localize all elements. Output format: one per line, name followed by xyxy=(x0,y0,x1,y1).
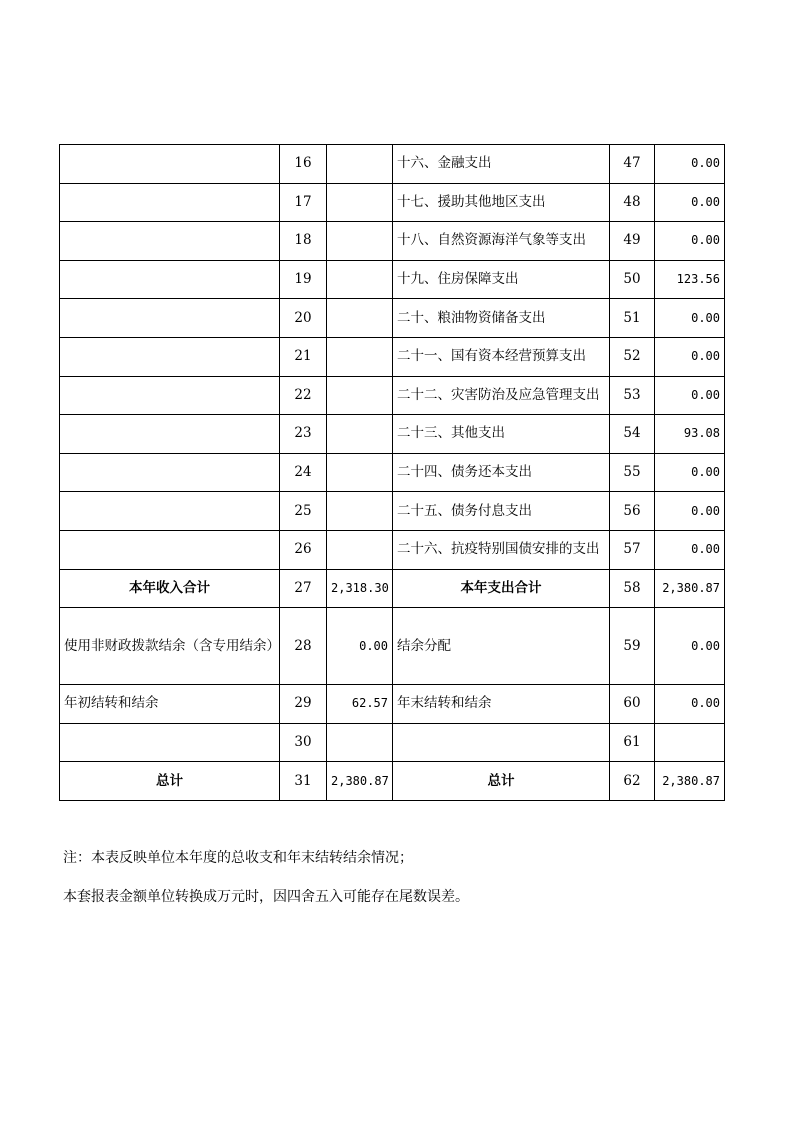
expense-amount: 0.00 xyxy=(655,453,725,492)
expense-line-no: 47 xyxy=(610,145,655,184)
table-row xyxy=(60,608,725,685)
income-line-no: 26 xyxy=(280,530,327,569)
income-amount xyxy=(327,222,393,261)
expense-amount: 0.00 xyxy=(655,685,725,724)
expense-line-no: 58 xyxy=(610,569,655,608)
grand-total-expense-amount: 2,380.87 xyxy=(655,762,725,801)
table-row xyxy=(60,337,725,376)
expense-item-cell: 二十四、债务还本支出 xyxy=(393,453,610,492)
income-total-amount: 2,318.30 xyxy=(327,569,393,608)
expense-item-cell: 二十三、其他支出 xyxy=(393,415,610,454)
income-amount xyxy=(327,183,393,222)
income-item-cell xyxy=(60,145,280,184)
income-item-cell xyxy=(60,723,280,762)
income-item-cell xyxy=(60,453,280,492)
footnote-2: 本套报表金额单位转换成万元时，因四舍五入可能存在尾数误差。 xyxy=(63,889,469,905)
expense-line-no: 50 xyxy=(610,260,655,299)
table-row-income-total xyxy=(60,569,725,608)
income-amount xyxy=(327,260,393,299)
expense-line-no: 62 xyxy=(610,762,655,801)
income-line-no: 19 xyxy=(280,260,327,299)
income-line-no: 25 xyxy=(280,492,327,531)
expense-total-amount: 2,380.87 xyxy=(655,569,725,608)
grand-total-label: 总计 xyxy=(393,762,610,801)
expense-amount xyxy=(655,723,725,762)
table-row xyxy=(60,492,725,531)
expense-item-cell xyxy=(393,723,610,762)
expense-line-no: 54 xyxy=(610,415,655,454)
income-line-no: 20 xyxy=(280,299,327,338)
expense-line-no: 61 xyxy=(610,723,655,762)
table-row xyxy=(60,299,725,338)
expense-item-cell: 十七、援助其他地区支出 xyxy=(393,183,610,222)
expense-line-no: 60 xyxy=(610,685,655,724)
income-amount xyxy=(327,415,393,454)
footnote-1: 注：本表反映单位本年度的总收支和年末结转结余情况； xyxy=(63,850,413,866)
expense-item-cell: 二十五、债务付息支出 xyxy=(393,492,610,531)
table-row xyxy=(60,723,725,762)
grand-total-income-amount: 2,380.87 xyxy=(327,762,393,801)
budget-table xyxy=(59,144,725,801)
income-amount xyxy=(327,145,393,184)
table-row xyxy=(60,260,725,299)
income-item-cell: 使用非财政拨款结余（含专用结余） xyxy=(60,608,280,685)
expense-item-cell: 二十一、国有资本经营预算支出 xyxy=(393,337,610,376)
expense-item-cell: 十八、自然资源海洋气象等支出 xyxy=(393,222,610,261)
income-item-cell xyxy=(60,492,280,531)
expense-line-no: 51 xyxy=(610,299,655,338)
expense-line-no: 52 xyxy=(610,337,655,376)
income-amount xyxy=(327,453,393,492)
expense-amount: 0.00 xyxy=(655,299,725,338)
expense-item-cell: 结余分配 xyxy=(393,608,610,685)
income-item-cell xyxy=(60,260,280,299)
expense-line-no: 57 xyxy=(610,530,655,569)
table-row xyxy=(60,183,725,222)
income-item-cell xyxy=(60,415,280,454)
table-row xyxy=(60,453,725,492)
grand-total-label: 总计 xyxy=(60,762,280,801)
expense-amount: 123.56 xyxy=(655,260,725,299)
income-amount xyxy=(327,299,393,338)
expense-line-no: 49 xyxy=(610,222,655,261)
income-item-cell xyxy=(60,530,280,569)
income-line-no: 27 xyxy=(280,569,327,608)
expense-item-cell: 二十二、灾害防治及应急管理支出 xyxy=(393,376,610,415)
table-row xyxy=(60,530,725,569)
expense-amount: 93.08 xyxy=(655,415,725,454)
expense-amount: 0.00 xyxy=(655,183,725,222)
expense-line-no: 55 xyxy=(610,453,655,492)
income-line-no: 16 xyxy=(280,145,327,184)
table-row xyxy=(60,685,725,724)
table-row xyxy=(60,222,725,261)
income-item-cell xyxy=(60,337,280,376)
budget-table-container xyxy=(59,144,725,801)
expense-item-cell: 二十六、抗疫特别国债安排的支出 xyxy=(393,530,610,569)
table-row xyxy=(60,376,725,415)
income-line-no: 18 xyxy=(280,222,327,261)
expense-amount: 0.00 xyxy=(655,376,725,415)
income-total-label: 本年收入合计 xyxy=(60,569,280,608)
table-row-grand-total xyxy=(60,762,725,801)
income-item-cell xyxy=(60,222,280,261)
income-amount: 62.57 xyxy=(327,685,393,724)
income-amount xyxy=(327,337,393,376)
expense-amount: 0.00 xyxy=(655,145,725,184)
expense-line-no: 59 xyxy=(610,608,655,685)
income-line-no: 17 xyxy=(280,183,327,222)
expense-amount: 0.00 xyxy=(655,608,725,685)
expense-amount: 0.00 xyxy=(655,222,725,261)
expense-total-label: 本年支出合计 xyxy=(393,569,610,608)
expense-amount: 0.00 xyxy=(655,530,725,569)
expense-line-no: 53 xyxy=(610,376,655,415)
expense-amount: 0.00 xyxy=(655,492,725,531)
income-amount: 0.00 xyxy=(327,608,393,685)
table-row xyxy=(60,415,725,454)
income-item-cell xyxy=(60,183,280,222)
income-line-no: 29 xyxy=(280,685,327,724)
expense-line-no: 48 xyxy=(610,183,655,222)
expense-item-cell: 年末结转和结余 xyxy=(393,685,610,724)
income-line-no: 22 xyxy=(280,376,327,415)
income-line-no: 23 xyxy=(280,415,327,454)
income-item-cell xyxy=(60,299,280,338)
expense-line-no: 56 xyxy=(610,492,655,531)
income-line-no: 24 xyxy=(280,453,327,492)
income-amount xyxy=(327,530,393,569)
income-item-cell xyxy=(60,376,280,415)
income-line-no: 21 xyxy=(280,337,327,376)
income-amount xyxy=(327,376,393,415)
expense-item-cell: 十六、金融支出 xyxy=(393,145,610,184)
table-row xyxy=(60,145,725,184)
income-amount xyxy=(327,492,393,531)
income-line-no: 30 xyxy=(280,723,327,762)
expense-item-cell: 十九、住房保障支出 xyxy=(393,260,610,299)
income-line-no: 31 xyxy=(280,762,327,801)
income-line-no: 28 xyxy=(280,608,327,685)
expense-amount: 0.00 xyxy=(655,337,725,376)
expense-item-cell: 二十、粮油物资储备支出 xyxy=(393,299,610,338)
income-amount xyxy=(327,723,393,762)
income-item-cell: 年初结转和结余 xyxy=(60,685,280,724)
